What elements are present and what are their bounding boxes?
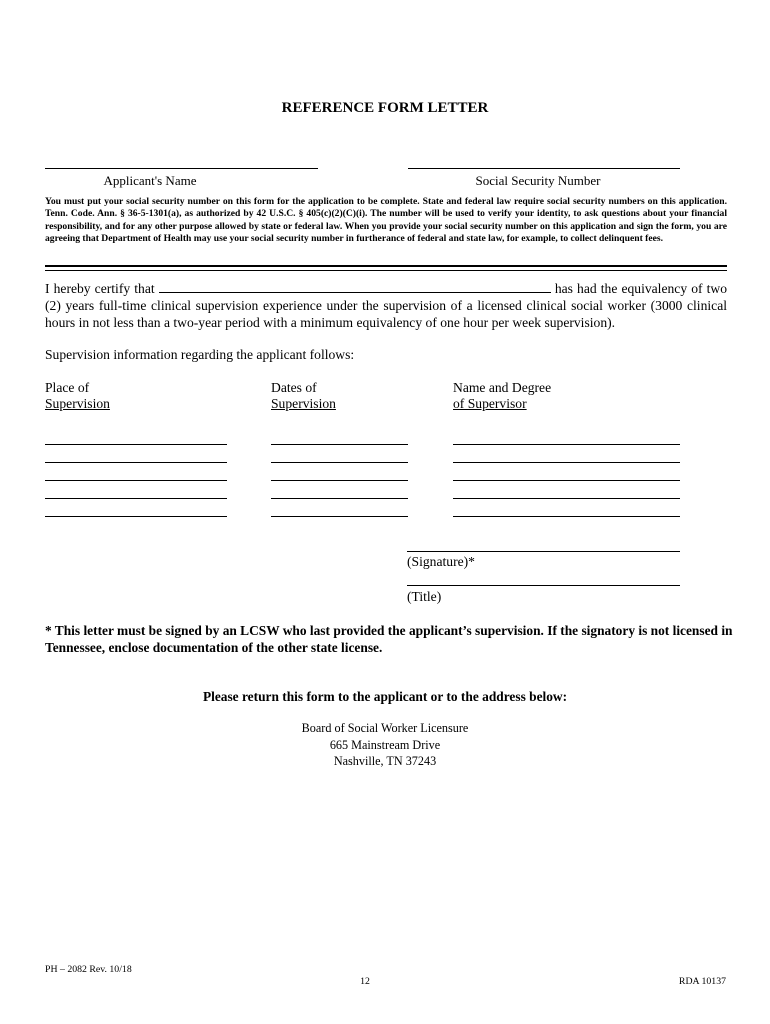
column-header-supervisor (453, 380, 551, 412)
signature-field[interactable] (407, 551, 680, 552)
column-header-line: of Supervisor (453, 396, 527, 411)
certified-applicant-field[interactable] (159, 280, 551, 293)
page-number: 12 (360, 976, 370, 987)
title-field[interactable] (407, 585, 680, 586)
address-line: 665 Mainstream Drive (329, 737, 441, 752)
place-field-1[interactable] (45, 444, 227, 445)
column-header-line: Dates of (271, 380, 317, 395)
place-field-5[interactable] (45, 516, 227, 517)
ssn-field[interactable] (408, 168, 680, 169)
place-field-4[interactable] (45, 498, 227, 499)
divider-thin (45, 270, 727, 271)
column-header-line: Name and Degree (453, 380, 552, 395)
rda-number: RDA 10137 (678, 976, 726, 987)
title-label: (Title) (407, 589, 442, 604)
supervisor-field-4[interactable] (453, 498, 680, 499)
signature-footnote: * This letter must be signed by an LCSW who last provided the applicant’s supervision. If the signatory is not licensed in Tennessee, enclose documentation of the other state license. (45, 623, 733, 655)
dates-field-1[interactable] (271, 444, 408, 445)
applicant-name-label: Applicant's Name (103, 173, 197, 188)
ssn-notice: You must put your social security number on this form for the application to be complete. State and federal law require social security numbers on this application. Tenn. Code. Ann. § 36-5-1301(a), as authorized by 42 U.S.C. § 405(c)(2)(C)(i). The number will be used to verify your identity, to ask questions about your financial responsibility, and for any other purpose allowed by state or federal law. When you provide your social security number on this application and sign the form, you are agreeing that Department of Health may use your social security number in furtherance of federal and state law, for example, to collect delinquent fees. (45, 196, 727, 244)
address-line: Board of Social Worker Licensure (301, 721, 469, 735)
column-header-line: Supervision (271, 396, 336, 411)
supervision-intro: Supervision information regarding the applicant follows: (45, 347, 355, 362)
dates-field-3[interactable] (271, 480, 408, 481)
certification-paragraph (45, 280, 727, 331)
applicant-name-field[interactable] (45, 168, 318, 169)
supervisor-field-1[interactable] (453, 444, 680, 445)
form-id: PH – 2082 Rev. 10/18 (45, 964, 132, 975)
mailing-address (0, 720, 770, 770)
ssn-label: Social Security Number (475, 173, 601, 188)
column-header-line: Supervision (45, 396, 110, 411)
column-header-dates (271, 380, 336, 412)
supervisor-field-5[interactable] (453, 516, 680, 517)
address-line: Nashville, TN 37243 (333, 754, 437, 768)
dates-field-4[interactable] (271, 498, 408, 499)
column-header-place (45, 380, 110, 412)
page-title: REFERENCE FORM LETTER (281, 100, 489, 116)
certify-prefix: I hereby certify that (45, 281, 155, 296)
dates-field-5[interactable] (271, 516, 408, 517)
certify-suffix: has had the equivalency of two (2) years full-time clinical supervision experience under the supervision of a licensed clinical social worker (3000 clinical hours in not less than a two-year period with a minimum equivalency of one hour per week supervision). (45, 281, 728, 330)
column-header-line: Place of (45, 380, 90, 395)
divider (45, 265, 727, 267)
supervisor-field-2[interactable] (453, 462, 680, 463)
place-field-3[interactable] (45, 480, 227, 481)
dates-field-2[interactable] (271, 462, 408, 463)
place-field-2[interactable] (45, 462, 227, 463)
signature-label: (Signature)* (407, 554, 475, 569)
supervisor-field-3[interactable] (453, 480, 680, 481)
return-instruction: Please return this form to the applicant or to the address below: (202, 689, 568, 704)
